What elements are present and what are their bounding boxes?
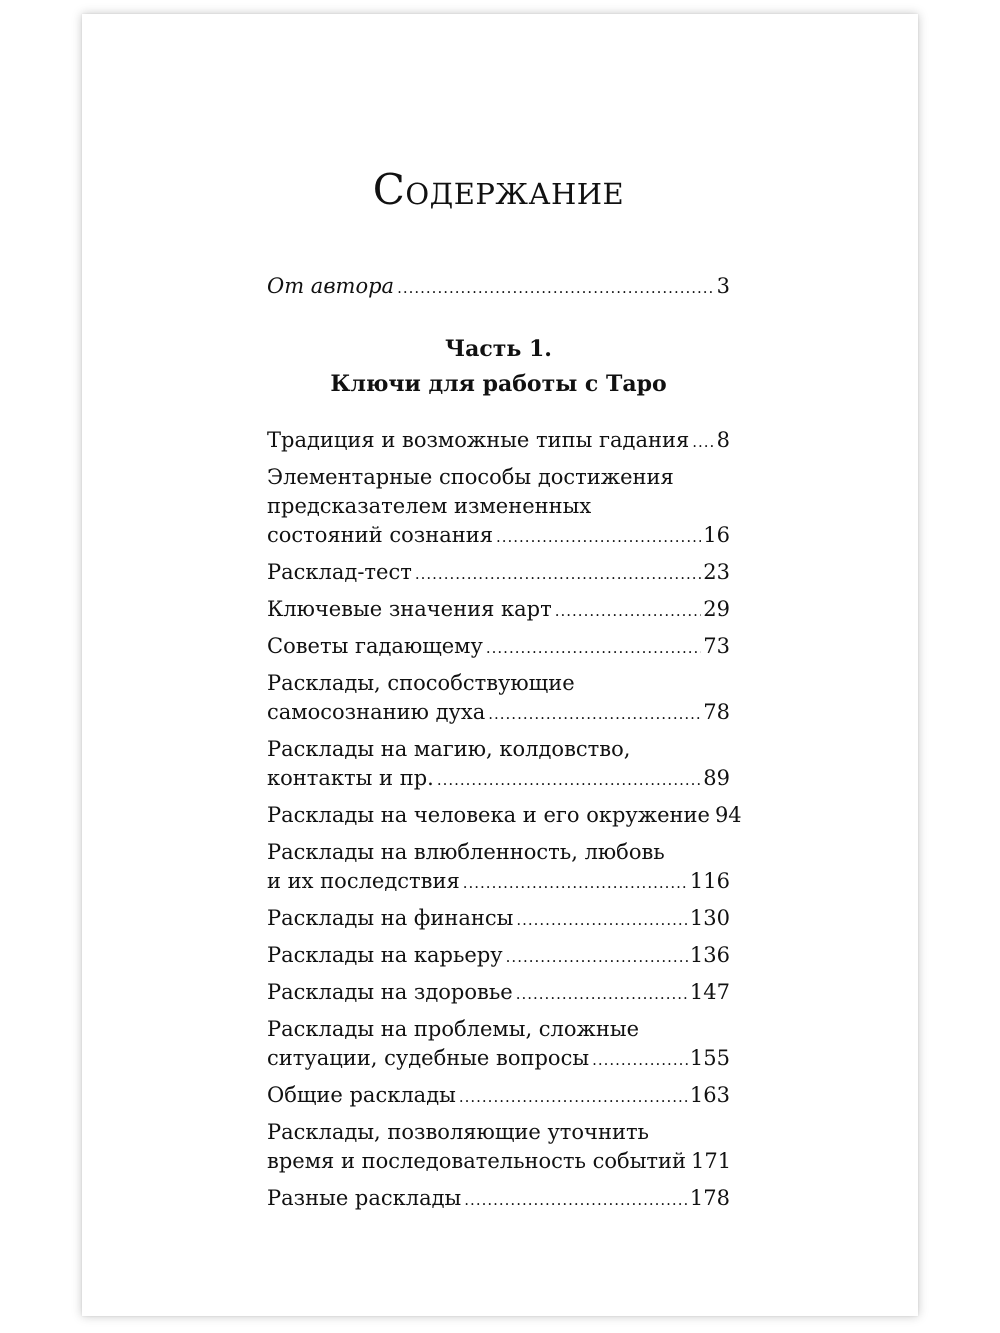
toc-entry-title: ситуации, судебные вопросы [267,1046,590,1070]
toc-entry-line [267,867,730,898]
toc-entry-line [267,558,730,589]
dot-leader [516,906,688,935]
toc-entry-title-line: предсказателем измененных [267,494,592,518]
toc-entry-line [267,272,730,303]
part-heading [267,332,730,402]
toc-entry-title: время и последовательность событий [267,1149,687,1173]
dot-leader [488,700,701,729]
toc-entry-title-line: Элементарные способы достижения [267,465,674,489]
toc-entry-line [267,521,730,552]
toc-entry-title-line: Расклады на влюбленность, любовь [267,840,665,864]
toc-entry [267,669,730,729]
dot-leader [692,428,714,457]
toc-entry-page: 3 [716,274,730,298]
toc-entry [267,632,730,663]
toc-entry-title: Общие расклады [267,1083,456,1107]
book-page [82,14,918,1316]
toc-list [267,426,742,1221]
dot-leader [463,869,688,898]
toc-entry [267,838,730,898]
toc-entry-title: Расклады на финансы [267,906,514,930]
toc-entry-line [267,1184,730,1215]
toc-entry-line [267,801,742,832]
toc-entry [267,904,730,935]
toc-entry [267,1081,730,1112]
toc-entry-line [267,764,730,795]
toc-entry-title: состояний сознания [267,523,493,547]
toc-entry [267,1015,730,1075]
dot-leader [486,634,701,663]
toc-entry [267,1184,730,1215]
part-number: Часть 1. [445,336,552,362]
toc-entry-page: 155 [689,1046,730,1070]
toc-entry [267,463,730,552]
toc-entry-title: Расклады на карьеру [267,943,503,967]
toc-entry [267,801,742,832]
toc-entry [267,941,730,972]
toc-entry-title: и их последствия [267,869,460,893]
dot-leader [464,1186,688,1215]
dot-leader [516,980,688,1009]
toc-entry-line [267,1147,730,1178]
toc-entry-title-line: Расклады на проблемы, сложные [267,1017,640,1041]
toc-entry-line [267,632,730,663]
toc-entry-title-line: Расклады, способствующие [267,671,575,695]
toc-entry-line [267,1044,730,1075]
toc-entry-line [267,941,730,972]
toc-entry [267,426,730,457]
toc-entry-page: 78 [703,700,730,724]
toc-entry-intro [267,272,730,303]
toc-entry-title: Расклад-тест [267,560,412,584]
dot-leader [415,560,701,589]
toc-entry-page: 94 [714,803,742,827]
toc-entry-title: самосознанию духа [267,700,486,724]
toc-entry-line [267,1081,730,1112]
toc-entry-title: Разные расклады [267,1186,462,1210]
toc-entry [267,735,730,795]
toc-entry [267,595,730,626]
toc-entry-title-line: Расклады на магию, колдовство, [267,737,631,761]
toc-entry-title: Расклады на человека и его окружение [267,803,710,827]
toc-entry-page: 23 [703,560,730,584]
toc-entry-line [267,698,730,729]
toc-entry-page: 163 [689,1083,730,1107]
dot-leader [437,766,701,795]
page-title: Содержание [372,165,625,214]
toc-entry-title: От автора [267,274,395,298]
toc-entry [267,978,730,1009]
dot-leader [555,597,702,626]
toc-entry-page: 147 [689,980,730,1004]
toc-entry-page: 136 [689,943,730,967]
dot-leader [496,523,701,552]
toc-intro [267,272,730,309]
dot-leader [592,1046,688,1075]
toc-entry-title: Советы гадающему [267,634,483,658]
toc-entry-line [267,904,730,935]
part-name: Ключи для работы с Таро [330,371,667,397]
toc-entry-title: Традиция и возможные типы гадания [267,428,690,452]
toc-entry-page: 116 [689,869,730,893]
toc-entry-title: Ключевые значения карт [267,597,552,621]
toc-entry-page: 130 [689,906,730,930]
toc-entry-page: 171 [691,1149,732,1173]
toc-entry-title: контакты и пр. [267,766,434,790]
toc-entry [267,558,730,589]
toc-entry-page: 16 [703,523,730,547]
toc-entry-page: 73 [703,634,730,658]
dot-leader [459,1083,688,1112]
toc-entry-page: 89 [703,766,730,790]
toc-entry-line [267,426,730,457]
toc-entry-title-line: Расклады, позволяющие уточнить [267,1120,649,1144]
toc-entry-title: Расклады на здоровье [267,980,513,1004]
toc-entry-page: 178 [689,1186,730,1210]
toc-entry-line [267,978,730,1009]
toc-entry-page: 8 [716,428,730,452]
dot-leader [506,943,688,972]
toc-entry-page: 29 [703,597,730,621]
toc-entry [267,1118,730,1178]
dot-leader [397,274,715,303]
toc-entry-line [267,595,730,626]
